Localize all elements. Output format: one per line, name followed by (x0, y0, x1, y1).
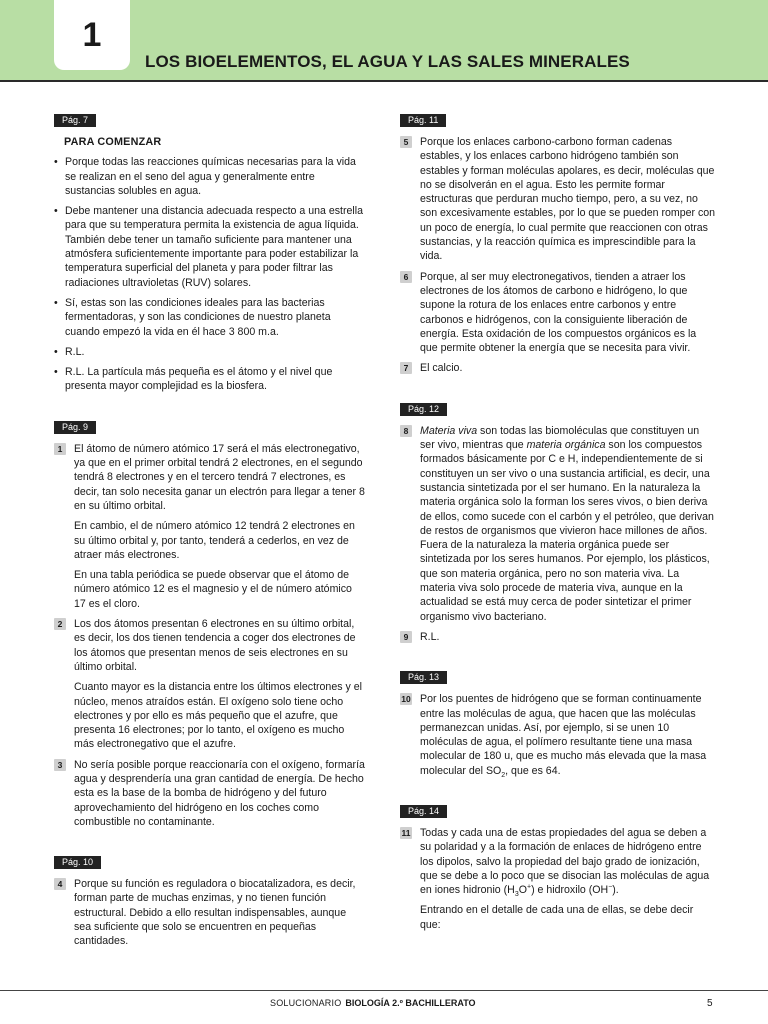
answer-paragraph: El calcio. (420, 362, 463, 375)
bullet-list (54, 155, 366, 393)
list-item: • Sí, estas son las condiciones ideales para las bacterias fermentadoras, y son las condiciones de nuestro planeta cuando empezó la vida en él hace 3 800 m.a. (54, 296, 366, 339)
list-item: • Porque todas las reacciones químicas necesarias para la vida se realizan en el seno del agua y generalmente entre sustancias solubles en agua. (54, 155, 366, 198)
answer-paragraph: Porque su función es reguladora o biocatalizadora, es decir, forman parte de muchas enzimas, y no tienen función estructural. Debido a ello resultan indispensables, aunque sea suficiente que solo se encuentren en pequeñas cantidades. (74, 878, 356, 948)
answer-text: ) e hidroxilo (OH (531, 884, 609, 897)
section-pag-13 (400, 670, 716, 778)
answer-text: Por los puentes de hidrógeno que se forman continuamente entre las moléculas de agua, que hacen que las moléculas permanezcan unidas. Así, por ejemplo, si se unen 10 moléculas de agua, el polímero resultante tiene una masa molecular de 180 u, que es mucho más elevada que la masa molecular del SO (420, 693, 707, 777)
answer-7 (400, 361, 716, 375)
answer-2 (54, 617, 366, 752)
answer-paragraph: Porque, al ser muy electronegativos, tienden a atraer los electrones de los átomos de carbono e hidrógeno, lo que supone la rotura de los enlaces entre carbonos y entre carbonos e hidrógenos, con la consiguiente liberación de energía. Esta oxidación de los compuestos orgánicos es la que permite obtener la energía que se necesita para vivir. (420, 270, 697, 355)
page-ref-badge: Pág. 14 (400, 805, 447, 818)
answer-paragraph: Entrando en el detalle de cada una de ellas, se debe decir que: (420, 904, 694, 931)
page-ref-badge: Pág. 9 (54, 421, 96, 434)
answer-paragraph (420, 692, 716, 778)
question-number: 4 (54, 878, 66, 890)
answer-10 (400, 692, 716, 778)
left-column (54, 113, 366, 975)
answer-6 (400, 270, 716, 356)
answer-paragraph (420, 424, 716, 624)
page-number: 5 (707, 998, 713, 1009)
chapter-number: 1 (54, 0, 130, 70)
question-number: 2 (54, 618, 66, 630)
answer-9 (400, 630, 716, 644)
answer-paragraph: En cambio, el de número atómico 12 tendrá 2 electrones en su último orbital y, por tanto, tenderá a cederlos, en vez de atraer más electrones. (74, 520, 355, 561)
section-pag-9 (54, 420, 366, 829)
question-number: 5 (400, 136, 412, 148)
header-divider (0, 80, 768, 82)
question-number: 10 (401, 694, 411, 705)
answer-paragraph (420, 826, 716, 897)
footer-divider (0, 990, 768, 991)
answer-text: ). (612, 884, 619, 897)
right-column (400, 113, 716, 958)
question-number: 9 (400, 631, 412, 643)
answer-text: son los compuestos formados básicamente por C e H, independientemente de si constituyen un ser vivo o una sustancia artificial, es decir, una sustancia sintetizada por el ser humano. En la naturaleza la materia orgánica solo la forman los seres vivos, o bien deriva de ellos, como sucede con el carbón y el petróleo, que derivan de restos de organismos que vivieron hace millones de años. Fuera de la naturaleza la materia orgánica puede ser sintetizada por los seres humanos. Por ejemplo, los plásticos, que son materia orgánica, pero no son materia viva. La materia viva solo procede de materia viva, aunque en la actualidad se está muy cerca de poder sintetizar el primer organismo vivo bacteriano. (420, 439, 714, 623)
superscript: − (608, 883, 613, 891)
answer-1 (54, 442, 366, 611)
answer-text: son todas las biomoléculas que constituyen un ser vivo, mientras que (420, 424, 700, 452)
section-subheading: PARA COMENZAR (64, 136, 162, 148)
answer-4 (54, 877, 366, 948)
question-number: 11 (401, 827, 411, 838)
answer-11 (400, 826, 716, 932)
page-ref-badge: Pág. 12 (400, 403, 447, 416)
footer-book-title (270, 998, 476, 1008)
list-item: • R.L. (54, 345, 366, 359)
answer-paragraph: Los dos átomos presentan 6 electrones en su último orbital, es decir, los dos tienen tendencia a coger dos electrones de los átomos que presentan menos de seis electrones en su último orbital. (74, 618, 356, 673)
answer-paragraph: Porque los enlaces carbono-carbono forman cadenas estables, y los enlaces carbono hidrógeno también son estables y forman moléculas apolares, es decir, moléculas que no se disolverán en el agua. Esto les permite formar estructuras que perduran mucho tiempo, pero, a su vez, no son excesivamente estables, por lo que se pueden romper con un poco de energía, lo cual permite que reaccionen con otras sustancias, y la reacción química es imprescindible para la vida. (420, 136, 716, 263)
answer-paragraph: Cuanto mayor es la distancia entre los últimos electrones y el núcleo, menos atraídos están. El oxígeno solo tiene ocho electrones y por ello es más pequeño que el azufre, que presenta 16 electrones; por lo tanto, el oxígeno es mucho más electronegativo que el azufre. (74, 681, 362, 751)
page-ref-badge: Pág. 10 (54, 856, 101, 869)
section-pag-14 (400, 804, 716, 932)
subscript: 3 (514, 891, 519, 899)
answer-text: Todas y cada una de estas propiedades del agua se deben a su polaridad y a la formación de enlaces de hidrógeno entre los dipolos, salvo la propiedad del bajo grado de ionización, que se debe a lo poco que se disocian las moléculas de agua en iones hidronio (H (420, 826, 710, 897)
chapter-title: LOS BIOELEMENTOS, EL AGUA Y LAS SALES MINERALES (145, 52, 630, 71)
answer-text: , que es 64. (505, 764, 561, 777)
term-materia-viva: Materia viva (420, 424, 478, 437)
page-ref-badge: Pág. 11 (400, 114, 446, 127)
question-number: 1 (54, 443, 66, 455)
section-pag-12 (400, 402, 716, 644)
question-number: 7 (400, 362, 412, 374)
page-ref-badge: Pág. 7 (54, 114, 96, 127)
footer-label: SOLUCIONARIO (270, 998, 342, 1008)
page-ref-badge: Pág. 13 (400, 671, 447, 684)
question-number: 8 (400, 425, 412, 437)
list-item: • R.L. La partícula más pequeña es el átomo y el nivel que presenta mayor complejidad es la biosfera. (54, 365, 366, 394)
section-pag-11 (400, 113, 716, 376)
answer-paragraph: En una tabla periódica se puede observar que el átomo de número atómico 12 es el magnesio y el de número atómico 17 es el cloro. (74, 569, 352, 610)
section-pag-7 (54, 113, 366, 394)
superscript: + (526, 883, 532, 891)
footer-book-name: BIOLOGÍA 2.º BACHILLERATO (345, 998, 476, 1008)
answer-paragraph: El átomo de número atómico 17 será el más electronegativo, ya que en el primer orbital tendrá 2 electrones, en el segundo tendrá 8 electrones y en el tercero tendrá 7 electrones, es decir, tan solo necesita ganar un electrón para llegar a tener 8 en su último orbital. (74, 442, 365, 512)
answer-3 (54, 758, 366, 829)
answer-5 (400, 135, 716, 264)
list-item: • Debe mantener una distancia adecuada respecto a una estrella para que su temperatura permita la existencia de agua líquida. También debe tener un tamaño suficiente para mantener una atmósfera suficientemente importante para poder estabilizar la temperatura superficial del planeta y para poder filtrar las radiaciones ultravioletas (RUV) solares. (54, 204, 366, 290)
question-number: 6 (400, 271, 412, 283)
answer-text: O (518, 884, 527, 897)
answer-8 (400, 424, 716, 624)
answer-paragraph: R.L. (420, 630, 440, 643)
answer-paragraph: No sería posible porque reaccionaría con el oxígeno, formaría agua y desprendería una gran cantidad de energía. De hecho esta es la base de la bomba de hidrógeno y del futuro aprovechamiento del hidrógeno en los coches como combustible no contaminante. (74, 758, 365, 828)
subscript: 2 (501, 771, 506, 779)
question-number: 3 (54, 759, 66, 771)
section-pag-10 (54, 855, 366, 948)
term-materia-organica: materia orgánica (526, 439, 606, 452)
